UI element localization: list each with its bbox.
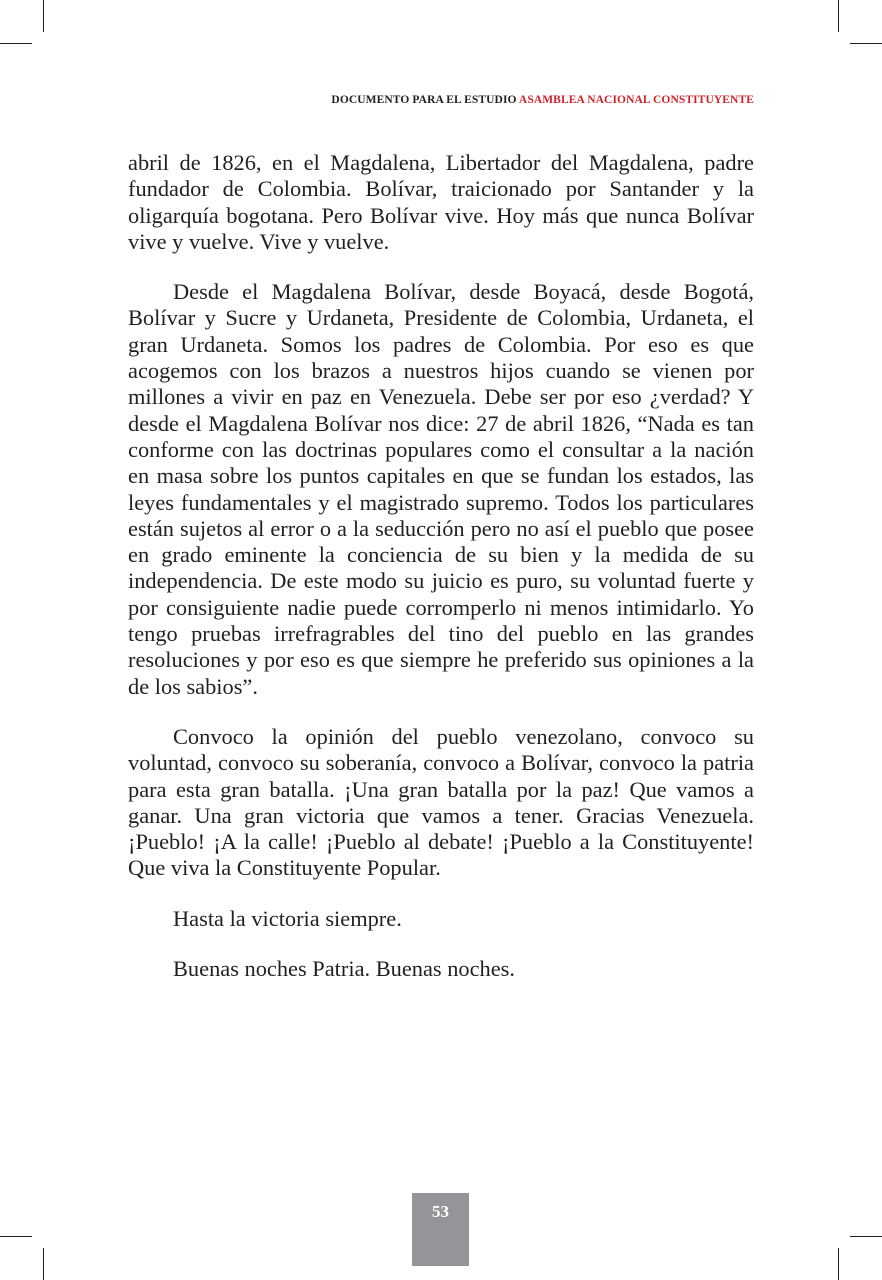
crop-mark-bottom-left-horizontal <box>0 1236 32 1237</box>
crop-mark-bottom-left-vertical <box>43 1248 44 1280</box>
closing-line-1: Hasta la victoria siempre. <box>173 905 402 931</box>
crop-mark-top-left-vertical <box>43 0 44 32</box>
paragraph-3: Convoco la opinión del pueblo venezolano, convoco su voluntad, convoco su soberanía, convoco a Bolívar, convoco la patria para esta gran batalla. ¡Una gran batalla por la paz! Que vamos a ganar. Una gran victoria que vamos a tener. Gracias Venezuela. ¡Pueblo! ¡A la calle! ¡Pueblo al debate! ¡Pueblo a la Constituyente! Que viva la Constituyente Popular. <box>128 723 754 881</box>
header-prefix: DOCUMENTO PARA EL ESTUDIO <box>331 94 517 106</box>
crop-mark-top-left-horizontal <box>0 43 32 44</box>
header-title: ASAMBLEA NACIONAL CONSTITUYENTE <box>518 94 754 106</box>
crop-mark-top-right-vertical <box>838 0 839 32</box>
paragraph-2: Desde el Magdalena Bolívar, desde Boyacá, desde Bogotá, Bolívar y Sucre y Urdaneta, Presidente de Colombia, Urdaneta, el gran Urdaneta. Somos los padres de Colombia. Por eso es que acogemos con los brazos a nuestros hijos cuando se vienen por millones a vivir en paz en Venezuela. Debe ser por eso ¿verdad? Y desde el Magdalena Bolívar nos dice: 27 de abril 1826, “Nada es tan conforme con las doctrinas populares como el consultar a la nación en masa sobre los puntos capitales en que se fundan los estados, las leyes fundamentales y el magistrado supremo. Todos los particulares están sujetos al error o a la seducción pero no así el pueblo que posee en grado eminente la conciencia de su bien y la medida de su independencia. De este modo su juicio es puro, su voluntad fuerte y por consiguiente nadie puede corromperlo ni menos intimidarlo. Yo tengo pruebas irrefragrables del tino del pueblo en las grandes resoluciones y por eso es que siempre he preferido sus opiniones a la de los sabios”. <box>128 279 754 699</box>
page-number: 53 <box>412 1193 469 1266</box>
crop-mark-top-right-horizontal <box>850 43 882 44</box>
closing-line-2: Buenas noches Patria. Buenas noches. <box>173 956 515 982</box>
running-header <box>331 94 754 106</box>
crop-mark-bottom-right-vertical <box>838 1248 839 1280</box>
crop-mark-bottom-right-horizontal <box>850 1236 882 1237</box>
paragraph-1: abril de 1826, en el Magdalena, Libertador del Magdalena, padre fundador de Colombia. Bolívar, traicionado por Santander y la oligarquía bogotana. Pero Bolívar vive. Hoy más que nunca Bolívar vive y vuelve. Vive y vuelve. <box>128 150 754 254</box>
page-body <box>128 150 754 1006</box>
